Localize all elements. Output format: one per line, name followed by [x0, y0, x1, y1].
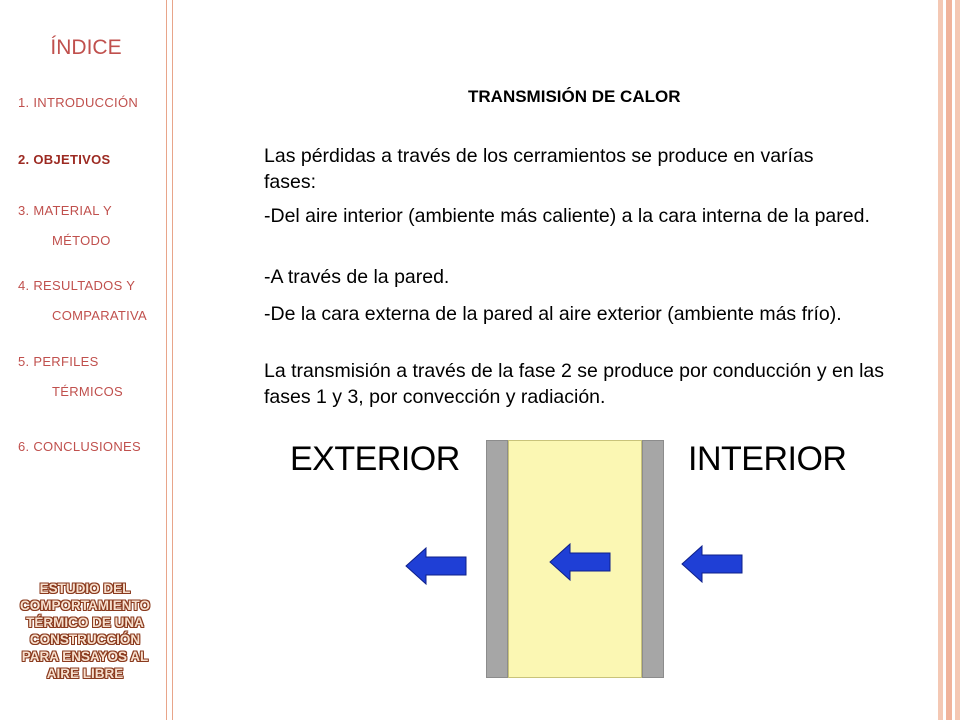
page-title: TRANSMISIÓN DE CALOR — [468, 87, 681, 106]
sidebar-divider — [172, 0, 173, 720]
left-arrow-icon — [548, 542, 612, 582]
paragraph: -De la cara externa de la pared al aire exterior (ambiente más frío). — [264, 303, 842, 325]
right-border-bar — [946, 0, 952, 720]
menu-item-perfiles[interactable]: 5. PERFILES — [18, 354, 99, 369]
paragraph: -Del aire interior (ambiente más caliente) a la cara interna de la pared. — [264, 205, 870, 227]
menu-item-material-cont[interactable]: MÉTODO — [52, 233, 111, 248]
stamp-line: AIRE LIBRE — [46, 666, 124, 681]
exterior-label: EXTERIOR — [290, 440, 460, 478]
menu-item-resultados-cont[interactable]: COMPARATIVA — [52, 308, 148, 323]
menu-item-material[interactable]: 3. MATERIAL Y — [18, 203, 112, 218]
wall-outer-face — [486, 440, 508, 678]
paragraph: -A través de la pared. — [264, 266, 450, 288]
stamp-line: ESTUDIO DEL — [39, 581, 131, 596]
interior-label: INTERIOR — [688, 440, 847, 478]
menu-item-introduccion[interactable]: 1. INTRODUCCIÓN — [18, 95, 139, 110]
index-title: ÍNDICE — [50, 36, 122, 59]
wall-inner-face — [642, 440, 664, 678]
stamp-line: PARA ENSAYOS AL — [21, 649, 149, 664]
left-arrow-icon — [680, 544, 744, 584]
sidebar — [0, 0, 166, 720]
menu-item-conclusiones[interactable]: 6. CONCLUSIONES — [18, 439, 141, 454]
right-border-bar — [955, 0, 960, 720]
stamp-line: TÉRMICO DE UNA — [26, 615, 144, 630]
study-title-stamp — [4, 580, 166, 682]
paragraph: La transmisión a través de la fase 2 se produce por conducción y en las fases 1 y 3, por convección y radiación. — [264, 360, 885, 408]
left-arrow-icon — [404, 546, 468, 586]
paragraph: Las pérdidas a través de los cerramientos se produce en varías fases: — [264, 145, 814, 193]
sidebar-divider — [166, 0, 167, 720]
stamp-line: COMPORTAMIENTO — [20, 598, 150, 613]
menu-item-resultados[interactable]: 4. RESULTADOS Y — [18, 278, 136, 293]
menu-item-perfiles-cont[interactable]: TÉRMICOS — [52, 384, 124, 399]
right-border-bar — [938, 0, 943, 720]
menu-item-objetivos[interactable]: 2. OBJETIVOS — [18, 152, 111, 167]
stamp-line: CONSTRUCCIÓN — [29, 632, 141, 647]
